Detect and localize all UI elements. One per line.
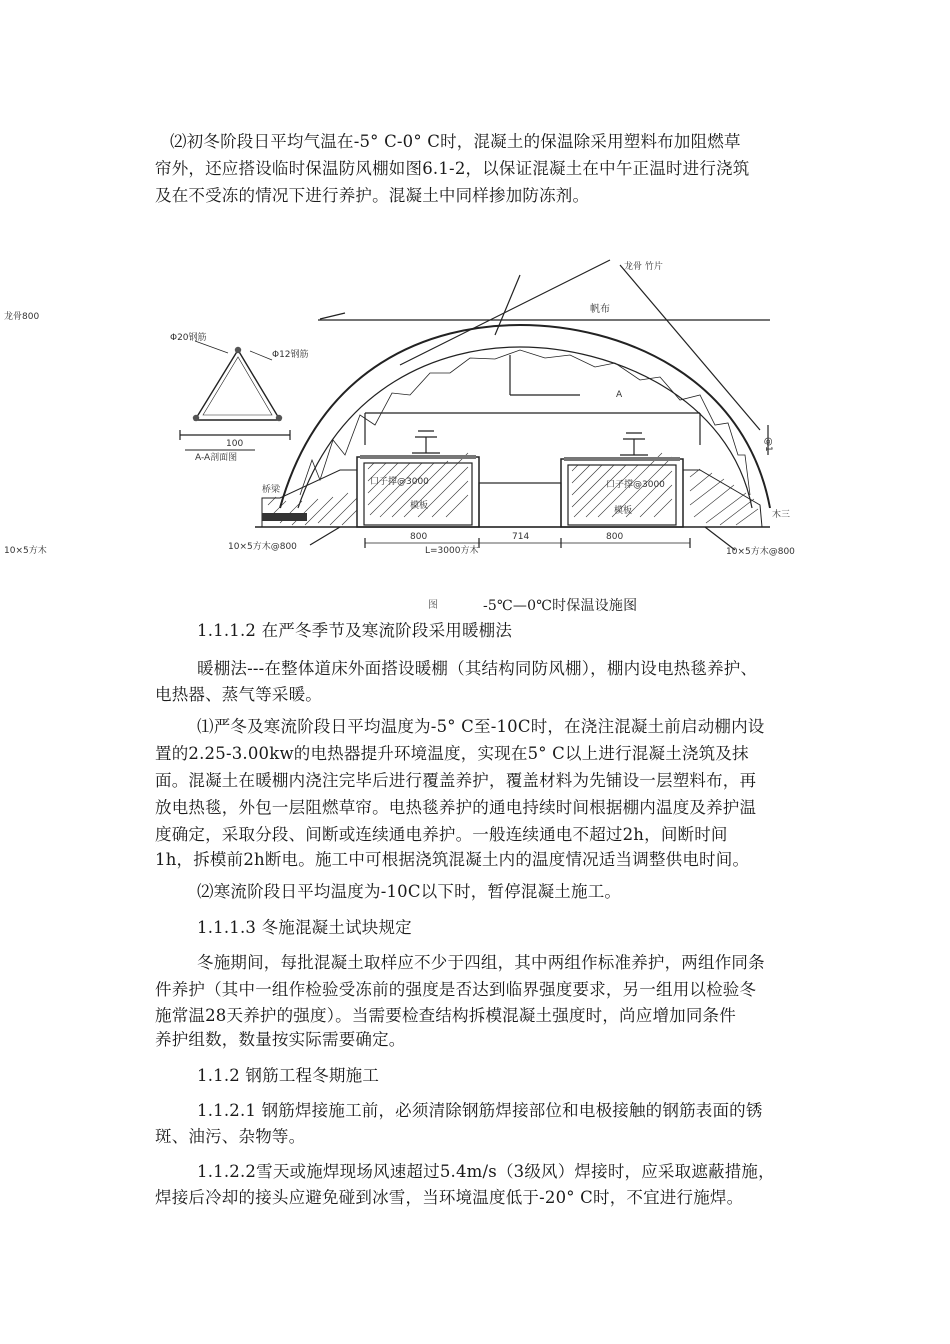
para-1121-line-1: 1.1.2.1 钢筋焊接施工前，必须清除钢筋焊接部位和电极接触的钢筋表面的锈 <box>197 1101 763 1120</box>
heading-1-1-2: 1.1.2 钢筋工程冬期施工 <box>197 1066 380 1085</box>
para-severe-line-1: ⑴严冬及寒流阶段日平均温度为-5° C至-10C时，在浇注混凝土前启动棚内设 <box>197 717 765 736</box>
label-dim-714: 714 <box>512 532 530 542</box>
para-1122-line-2: 焊接后冷却的接头应避免碰到冰雪，当环境温度低于-20° C时，不宜进行施焊。 <box>155 1188 744 1207</box>
label-top-cut: 龙骨 竹片 <box>624 262 663 272</box>
para-test-block-line-1: 冬施期间，每批混凝土取样应不少于四组，其中两组作标准养护，两组作同条 <box>197 953 765 972</box>
figure-caption: -5℃—0℃时保温设施图 <box>483 598 638 614</box>
para-test-block-line-2: 件养护（其中一组作检验受冻前的强度是否达到临界强度要求，另一组用以检验冬 <box>155 980 757 999</box>
label-marker-a: A <box>616 390 623 400</box>
label-wood-bottom-left: 10×5方木@800 <box>228 542 297 552</box>
label-formwork-left: 模板 <box>410 501 429 511</box>
label-vertical-note: @1 <box>763 437 773 452</box>
label-canvas: 帆布 <box>590 304 610 315</box>
label-dim-800-right: 800 <box>606 532 624 542</box>
para-test-block-line-3: 施常温28天养护的强度）。当需要检查结构拆模混凝土强度时，尚应增加同条件 <box>155 1006 736 1025</box>
para-early-winter-line-2: 帘外，还应搭设临时保温防风棚如图6.1-2，以保证混凝土在中午正温时进行浇筑 <box>155 159 750 178</box>
para-1122-line-1: 1.1.2.2雪天或施焊现场风速超过5.4m/s（3级风）焊接时，应采取遮蔽措施， <box>197 1162 775 1181</box>
label-left-margin-top: 龙骨800 <box>4 312 40 322</box>
para-test-block-line-4: 养护组数，数量按实际需要确定。 <box>155 1030 406 1049</box>
insulation-shed-diagram <box>0 255 950 585</box>
figure-caption-prefix: 图 <box>428 600 439 611</box>
label-dim-800-left: 800 <box>410 532 428 542</box>
para-cold-wave: ⑵寒流阶段日平均温度为-10C以下时，暂停混凝土施工。 <box>197 882 622 901</box>
para-severe-line-6: 1h，拆模前2h断电。施工中可根据浇筑混凝土内的温度情况适当调整供电时间。 <box>155 850 750 869</box>
label-dim-center-note: L=3000方木 <box>425 546 479 556</box>
para-early-winter-line-1: ⑵初冬阶段日平均气温在-5° C-0° C时，混凝土的保温除采用塑料布加阻燃草 <box>170 132 741 151</box>
heading-1-1-1-2: 1.1.1.2 在严冬季节及寒流阶段采用暖棚法 <box>197 621 513 640</box>
heading-1-1-1-3: 1.1.1.3 冬施混凝土试块规定 <box>197 918 412 937</box>
para-severe-line-4: 放电热毯，外包一层阻燃草帘。电热毯养护的通电持续时间根据棚内温度及养护温 <box>155 798 757 817</box>
label-lsupport-right: 口子撑@3000 <box>606 480 665 490</box>
label-rebar-12: Φ12钢筋 <box>272 350 309 360</box>
label-left-margin-bottom: 10×5方木 <box>4 546 47 556</box>
label-dim-100: 100 <box>226 439 244 449</box>
label-formwork-right: 模板 <box>614 506 633 516</box>
para-severe-line-3: 面。混凝土在暖棚内浇注完毕后进行覆盖养护，覆盖材料为先铺设一层塑料布，再 <box>155 771 757 790</box>
label-wood-right: 木三 <box>772 510 791 520</box>
para-early-winter-line-3: 及在不受冻的情况下进行养护。混凝土中同样掺加防冻剂。 <box>155 186 590 205</box>
para-warm-shed-line-2: 电热器、蒸气等采暖。 <box>155 685 322 704</box>
para-severe-line-2: 置的2.25-3.00kw的电热器提升环境温度，实现在5° C以上进行混凝土浇筑及抹 <box>155 744 749 763</box>
para-severe-line-5: 度确定，采取分段、间断或连续通电养护。一般连续通电不超过2h，间断时间 <box>155 825 728 844</box>
label-rebar-20: Φ20钢筋 <box>170 333 207 343</box>
label-wood-bottom-right: 10×5方木@800 <box>726 547 795 557</box>
label-beam-left: 桥梁 <box>262 485 281 495</box>
label-section-aa: A-A剖面图 <box>195 453 238 463</box>
label-lsupport-left: 口子撑@3000 <box>370 477 429 487</box>
para-1121-line-2: 斑、油污、杂物等。 <box>155 1127 306 1146</box>
para-warm-shed-line-1: 暖棚法---在整体道床外面搭设暖棚（其结构同防风棚），棚内设电热毯养护、 <box>197 659 758 678</box>
